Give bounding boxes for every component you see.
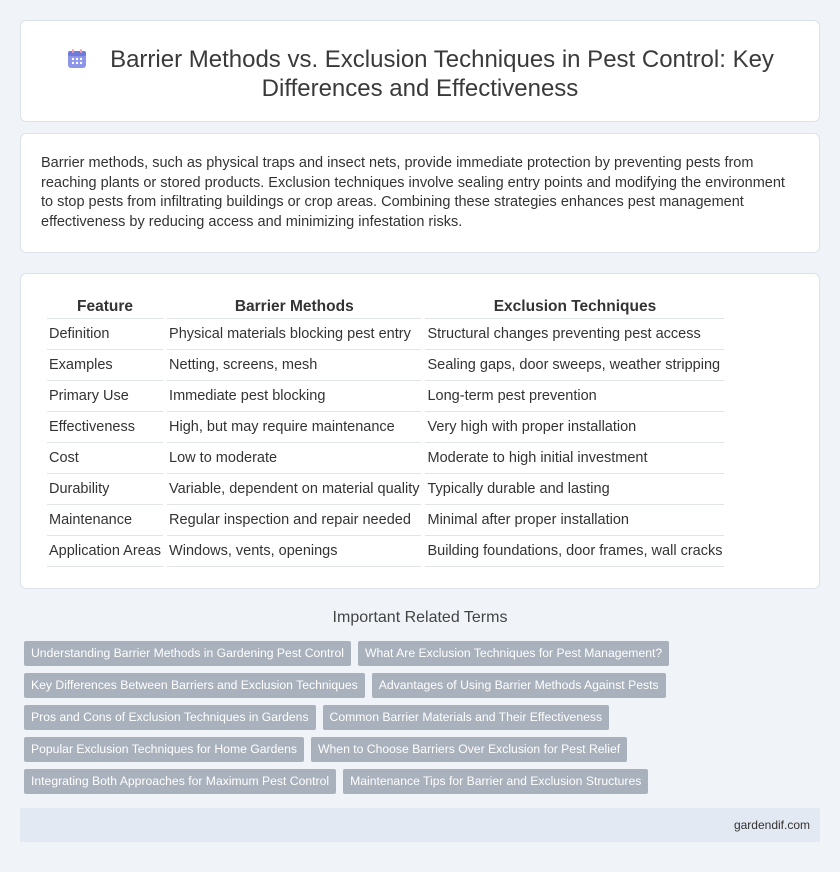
exclusion-cell: Typically durable and lasting (425, 474, 724, 505)
barrier-cell: Physical materials blocking pest entry (167, 319, 421, 350)
table-row (47, 319, 724, 350)
related-term-tag[interactable]: Advantages of Using Barrier Methods Against Pests (372, 673, 666, 698)
feature-cell: Maintenance (47, 505, 163, 536)
exclusion-cell: Long-term pest prevention (425, 381, 724, 412)
barrier-cell: Low to moderate (167, 443, 421, 474)
title-card (20, 20, 820, 122)
related-term-tag[interactable]: Common Barrier Materials and Their Effectiveness (323, 705, 610, 730)
table-row (47, 443, 724, 474)
exclusion-cell: Sealing gaps, door sweeps, weather stripping (425, 350, 724, 381)
related-terms-title: Important Related Terms (332, 609, 508, 626)
exclusion-cell: Structural changes preventing pest access (425, 319, 724, 350)
related-term-tag[interactable]: Pros and Cons of Exclusion Techniques in Gardens (24, 705, 316, 730)
barrier-cell: Immediate pest blocking (167, 381, 421, 412)
page-title: Barrier Methods vs. Exclusion Techniques in Pest Control: Key Differences and Effectiveness (110, 46, 774, 102)
feature-cell: Effectiveness (47, 412, 163, 443)
page-title-wrap (61, 45, 779, 103)
table-header-row (47, 296, 724, 319)
related-term-tag[interactable]: When to Choose Barriers Over Exclusion for Pest Relief (311, 737, 627, 762)
header-feature: Feature (47, 296, 163, 319)
barrier-cell: Netting, screens, mesh (167, 350, 421, 381)
barrier-cell: Variable, dependent on material quality (167, 474, 421, 505)
table-row (47, 474, 724, 505)
table-row (47, 350, 724, 381)
related-term-tag[interactable]: Key Differences Between Barriers and Exclusion Techniques (24, 673, 365, 698)
footer (20, 808, 820, 842)
intro-card (20, 133, 820, 253)
related-term-tag[interactable]: What Are Exclusion Techniques for Pest Management? (358, 641, 669, 666)
barrier-cell: High, but may require maintenance (167, 412, 421, 443)
feature-cell: Cost (47, 443, 163, 474)
header-barrier-methods: Barrier Methods (167, 296, 421, 319)
intro-paragraph: Barrier methods, such as physical traps and insect nets, provide immediate protection by preventing pests from reaching plants or stored products. Exclusion techniques involve sealing entry points and modifying the environment to stop pests from infiltrating buildings or crop areas. Combining these strategies enhances pest management effectiveness by reducing access and minimizing infestation risks. (41, 155, 785, 230)
related-terms-list (24, 641, 824, 801)
related-term-tag[interactable]: Understanding Barrier Methods in Gardening Pest Control (24, 641, 351, 666)
exclusion-cell: Minimal after proper installation (425, 505, 724, 536)
barrier-cell: Regular inspection and repair needed (167, 505, 421, 536)
related-term-tag[interactable]: Maintenance Tips for Barrier and Exclusion Structures (343, 769, 648, 794)
exclusion-cell: Moderate to high initial investment (425, 443, 724, 474)
feature-cell: Durability (47, 474, 163, 505)
exclusion-cell: Building foundations, door frames, wall cracks (425, 536, 724, 567)
related-term-tag[interactable]: Popular Exclusion Techniques for Home Gardens (24, 737, 304, 762)
table-row (47, 381, 724, 412)
feature-cell: Application Areas (47, 536, 163, 567)
comparison-card (20, 273, 820, 589)
feature-cell: Examples (47, 350, 163, 381)
barrier-cell: Windows, vents, openings (167, 536, 421, 567)
feature-cell: Primary Use (47, 381, 163, 412)
exclusion-cell: Very high with proper installation (425, 412, 724, 443)
calendar-grid-icon (66, 48, 88, 70)
feature-cell: Definition (47, 319, 163, 350)
footer-site-link[interactable]: gardendif.com (733, 818, 810, 832)
table-row (47, 412, 724, 443)
header-exclusion-techniques: Exclusion Techniques (425, 296, 724, 319)
comparison-table (43, 296, 728, 567)
table-row (47, 505, 724, 536)
related-term-tag[interactable]: Integrating Both Approaches for Maximum Pest Control (24, 769, 336, 794)
table-row (47, 536, 724, 567)
